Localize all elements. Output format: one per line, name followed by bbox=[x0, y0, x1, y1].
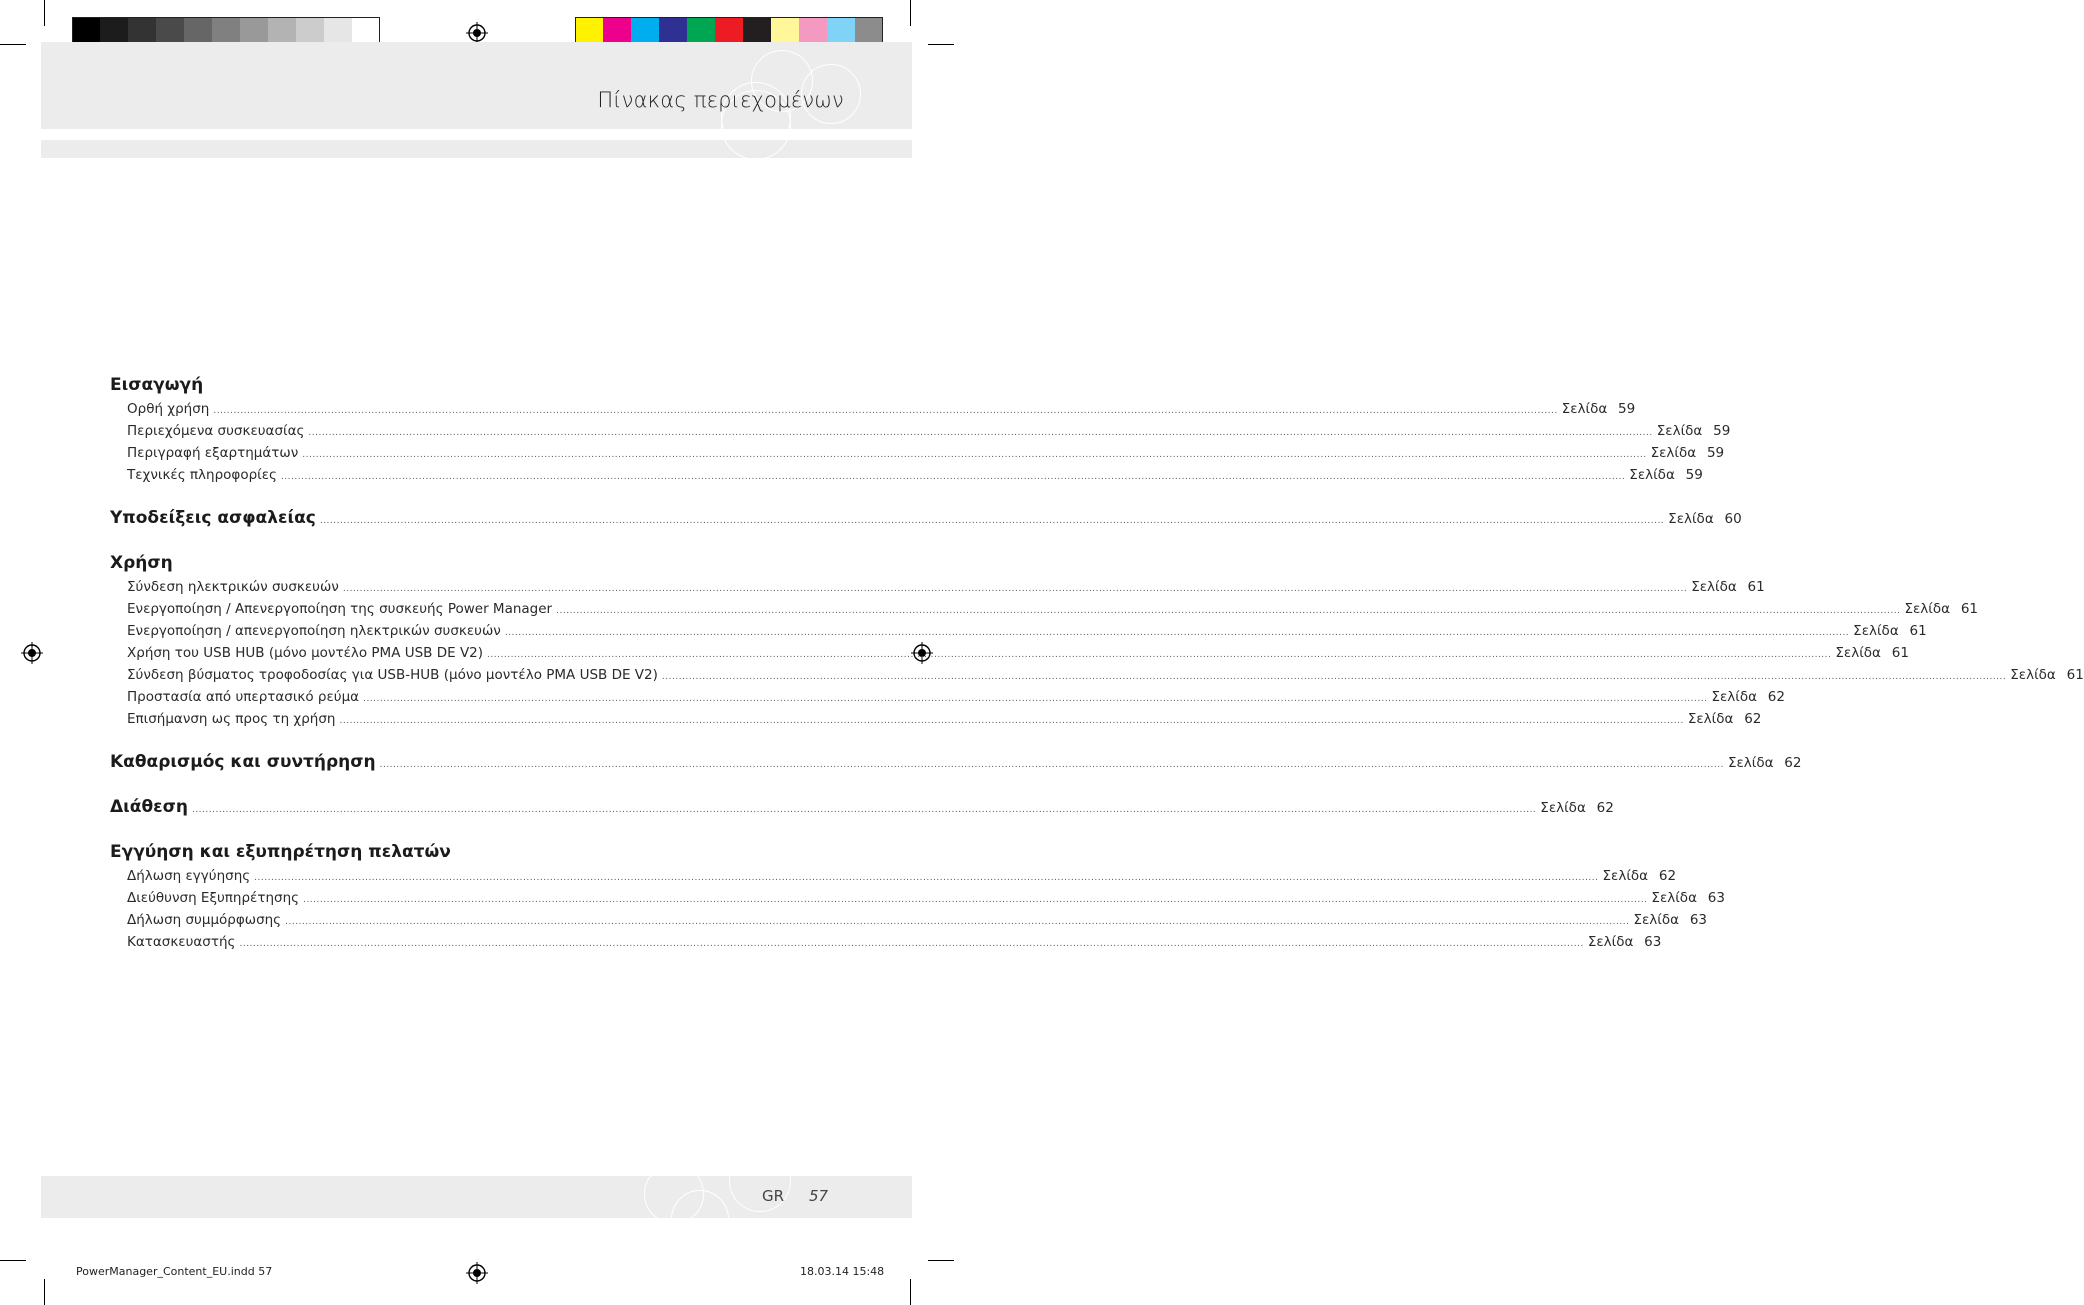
toc-section bbox=[110, 550, 2084, 730]
registration-mark-icon bbox=[21, 642, 43, 664]
page-word: Σελίδα bbox=[2010, 667, 2056, 683]
leader-dots: ................................................................................................................................................................................................................................................................................................................................................................................................................ bbox=[191, 805, 1537, 815]
page-title: Πίνακας περιεχομένων bbox=[597, 88, 844, 112]
page-ref bbox=[1728, 750, 1802, 776]
toc-section-row[interactable] bbox=[110, 505, 1742, 531]
page-ref-number: 61 bbox=[1909, 623, 1927, 639]
crop-mark bbox=[0, 1260, 26, 1261]
leader-dots: ................................................................................................................................................................................................................................................................................................................................................................................................................ bbox=[254, 873, 1599, 883]
toc-section bbox=[110, 749, 1802, 775]
toc-entry-label: Ενεργοποίηση / Απενεργοποίηση της συσκευής Power Manager bbox=[127, 601, 553, 617]
toc-entry[interactable] bbox=[110, 909, 1708, 931]
leader-dots: ................................................................................................................................................................................................................................................................................................................................................................................................................ bbox=[487, 650, 1832, 660]
page-ref bbox=[1629, 464, 1703, 486]
slug-date: 18.03.14 15:48 bbox=[800, 1265, 885, 1278]
toc-section bbox=[110, 505, 1742, 531]
toc-section-title: Καθαρισμός και συντήρηση bbox=[110, 752, 376, 772]
page-word: Σελίδα bbox=[1656, 423, 1703, 439]
toc-section bbox=[110, 372, 1731, 486]
crop-mark bbox=[44, 0, 45, 26]
page-ref-number: 61 bbox=[2066, 667, 2084, 683]
page-ref bbox=[1588, 931, 1662, 953]
page-ref-number: 59 bbox=[1685, 467, 1703, 483]
page-ref bbox=[1688, 708, 1762, 730]
page-ref-number: 59 bbox=[1706, 445, 1725, 461]
leader-dots: ................................................................................................................................................................................................................................................................................................................................................................................................................ bbox=[661, 672, 2007, 682]
page-ref-number: 62 bbox=[1784, 755, 1802, 771]
decor-circle bbox=[671, 1190, 729, 1248]
page-ref-number: 62 bbox=[1658, 868, 1677, 884]
page-word: Σελίδα bbox=[1651, 890, 1697, 906]
page-word: Σελίδα bbox=[1540, 800, 1586, 816]
toc-entry-label: Ορθή χρήση bbox=[127, 401, 210, 417]
toc-section-title: Χρήση bbox=[110, 553, 173, 573]
page-ref bbox=[1633, 909, 1707, 931]
toc-entry-label: Περιεχόμενα συσκευασίας bbox=[127, 423, 305, 439]
page-word: Σελίδα bbox=[1602, 868, 1649, 884]
toc-section-title: Εγγύηση και εξυπηρέτηση πελατών bbox=[110, 842, 451, 862]
leader-dots: ................................................................................................................................................................................................................................................................................................................................................................................................................ bbox=[339, 716, 1684, 726]
crop-mark bbox=[910, 1279, 911, 1305]
toc-entry[interactable] bbox=[110, 420, 1731, 442]
toc-entry-label: Τεχνικές πληροφορίες bbox=[127, 467, 277, 483]
leader-dots: ................................................................................................................................................................................................................................................................................................................................................................................................................ bbox=[239, 939, 1584, 949]
page-ref-number: 62 bbox=[1596, 800, 1614, 816]
page-ref bbox=[2010, 664, 2084, 686]
leader-dots: ................................................................................................................................................................................................................................................................................................................................................................................................................ bbox=[379, 760, 1724, 770]
toc-entry[interactable] bbox=[110, 887, 1725, 909]
page-word: Σελίδα bbox=[1587, 934, 1634, 950]
language-code: GR bbox=[762, 1187, 785, 1205]
leader-dots: ................................................................................................................................................................................................................................................................................................................................................................................................................ bbox=[302, 450, 1647, 460]
header-stripe bbox=[41, 140, 912, 158]
slug-filename: PowerManager_Content_EU.indd 57 bbox=[76, 1265, 273, 1278]
page-ref bbox=[1657, 420, 1731, 442]
page-word: Σελίδα bbox=[1727, 755, 1774, 771]
page-ref-number: 59 bbox=[1713, 423, 1731, 439]
leader-dots: ................................................................................................................................................................................................................................................................................................................................................................................................................ bbox=[342, 584, 1688, 594]
crop-mark bbox=[44, 1279, 45, 1305]
table-of-contents bbox=[110, 372, 2084, 972]
crop-mark bbox=[928, 1260, 954, 1261]
page-ref bbox=[1668, 506, 1742, 532]
page-word: Σελίδα bbox=[1561, 401, 1608, 417]
leader-dots: ................................................................................................................................................................................................................................................................................................................................................................................................................ bbox=[556, 606, 1901, 616]
page-ref bbox=[1651, 442, 1725, 464]
page-ref-number: 63 bbox=[1689, 912, 1708, 928]
leader-dots: ................................................................................................................................................................................................................................................................................................................................................................................................................ bbox=[285, 917, 1630, 927]
page-word: Σελίδα bbox=[1711, 689, 1757, 705]
crop-mark bbox=[928, 44, 954, 45]
page-ref bbox=[1603, 865, 1677, 887]
toc-entry[interactable] bbox=[110, 442, 1725, 464]
page-ref-number: 60 bbox=[1724, 511, 1742, 527]
toc-entry-label: Ενεργοποίηση / απενεργοποίηση ηλεκτρικών συσκευών bbox=[127, 623, 501, 639]
toc-entry-label: Σύνδεση βύσματος τροφοδοσίας για USB-HUB (μόνο μοντέλο PMA USB DE V2) bbox=[127, 667, 658, 683]
toc-section bbox=[110, 839, 1725, 953]
toc-entry[interactable] bbox=[110, 664, 2084, 686]
toc-entry[interactable] bbox=[110, 865, 1677, 887]
toc-entry[interactable] bbox=[110, 620, 1927, 642]
crop-mark bbox=[0, 44, 26, 45]
leader-dots: ................................................................................................................................................................................................................................................................................................................................................................................................................ bbox=[303, 895, 1648, 905]
leader-dots: ................................................................................................................................................................................................................................................................................................................................................................................................................ bbox=[308, 428, 1653, 438]
page-word: Σελίδα bbox=[1853, 623, 1899, 639]
toc-entry-label: Περιγραφή εξαρτημάτων bbox=[127, 445, 299, 461]
toc-entry-label: Διεύθυνση Εξυπηρέτησης bbox=[127, 890, 300, 906]
toc-section bbox=[110, 794, 1614, 820]
page-ref bbox=[1711, 686, 1785, 708]
leader-dots: ................................................................................................................................................................................................................................................................................................................................................................................................................ bbox=[280, 472, 1626, 482]
page-ref-number: 61 bbox=[1960, 601, 1979, 617]
toc-entry[interactable] bbox=[110, 398, 1636, 420]
page-ref bbox=[1562, 398, 1636, 420]
toc-entry-label: Επισήμανση ως προς τη χρήση bbox=[127, 711, 336, 727]
leader-dots: ................................................................................................................................................................................................................................................................................................................................................................................................................ bbox=[319, 516, 1665, 526]
leader-dots: ................................................................................................................................................................................................................................................................................................................................................................................................................ bbox=[504, 628, 1850, 638]
page-number: 57 bbox=[809, 1187, 829, 1205]
page-ref bbox=[1691, 576, 1765, 598]
page-word: Σελίδα bbox=[1650, 445, 1697, 461]
page-ref bbox=[1651, 887, 1725, 909]
toc-section-title: Υποδείξεις ασφαλείας bbox=[110, 508, 316, 528]
toc-section-title: Εισαγωγή bbox=[110, 375, 204, 395]
toc-entry[interactable] bbox=[110, 686, 1785, 708]
toc-entry-label: Κατασκευαστής bbox=[127, 934, 236, 950]
toc-entry[interactable] bbox=[110, 598, 1979, 620]
page-ref-number: 61 bbox=[1891, 645, 1909, 661]
page-ref-number: 62 bbox=[1767, 689, 1785, 705]
toc-entry-label: Προστασία από υπερτασικό ρεύμα bbox=[127, 689, 360, 705]
page-word: Σελίδα bbox=[1691, 579, 1737, 595]
toc-entry-label: Σύνδεση ηλεκτρικών συσκευών bbox=[127, 579, 339, 595]
registration-mark-icon bbox=[466, 22, 488, 44]
page-word: Σελίδα bbox=[1633, 912, 1680, 928]
page-word: Σελίδα bbox=[1904, 601, 1951, 617]
page-word: Σελίδα bbox=[1668, 511, 1714, 527]
toc-entry-label: Δήλωση εγγύησης bbox=[127, 868, 251, 884]
page-ref-number: 62 bbox=[1744, 711, 1762, 727]
leader-dots: ................................................................................................................................................................................................................................................................................................................................................................................................................ bbox=[213, 406, 1558, 416]
toc-entry[interactable] bbox=[110, 642, 1909, 664]
toc-entry-label: Χρήση του USB HUB (μόνο μοντέλο PMA USB DE V2) bbox=[127, 645, 484, 661]
page-ref bbox=[1904, 598, 1978, 620]
page-word: Σελίδα bbox=[1835, 645, 1881, 661]
toc-section-title: Διάθεση bbox=[110, 797, 188, 817]
page-ref-number: 63 bbox=[1644, 934, 1662, 950]
leader-dots: ................................................................................................................................................................................................................................................................................................................................................................................................................ bbox=[363, 694, 1708, 704]
page-ref-number: 59 bbox=[1618, 401, 1636, 417]
toc-section-row[interactable] bbox=[110, 794, 1614, 820]
registration-mark-icon bbox=[466, 1262, 488, 1284]
toc-section-row[interactable] bbox=[110, 749, 1802, 775]
page-ref-number: 61 bbox=[1747, 579, 1765, 595]
page-ref bbox=[1540, 795, 1614, 821]
toc-entry[interactable] bbox=[110, 931, 1662, 953]
page-ref-number: 63 bbox=[1707, 890, 1725, 906]
page-ref bbox=[1853, 620, 1927, 642]
toc-entry[interactable] bbox=[110, 576, 1765, 598]
page-ref bbox=[1835, 642, 1909, 664]
crop-mark bbox=[910, 0, 911, 26]
toc-entry[interactable] bbox=[110, 708, 1762, 730]
toc-entry-label: Δήλωση συμμόρφωσης bbox=[127, 912, 282, 928]
page-word: Σελίδα bbox=[1629, 467, 1675, 483]
toc-entry[interactable] bbox=[110, 464, 1703, 486]
page-word: Σελίδα bbox=[1687, 711, 1734, 727]
